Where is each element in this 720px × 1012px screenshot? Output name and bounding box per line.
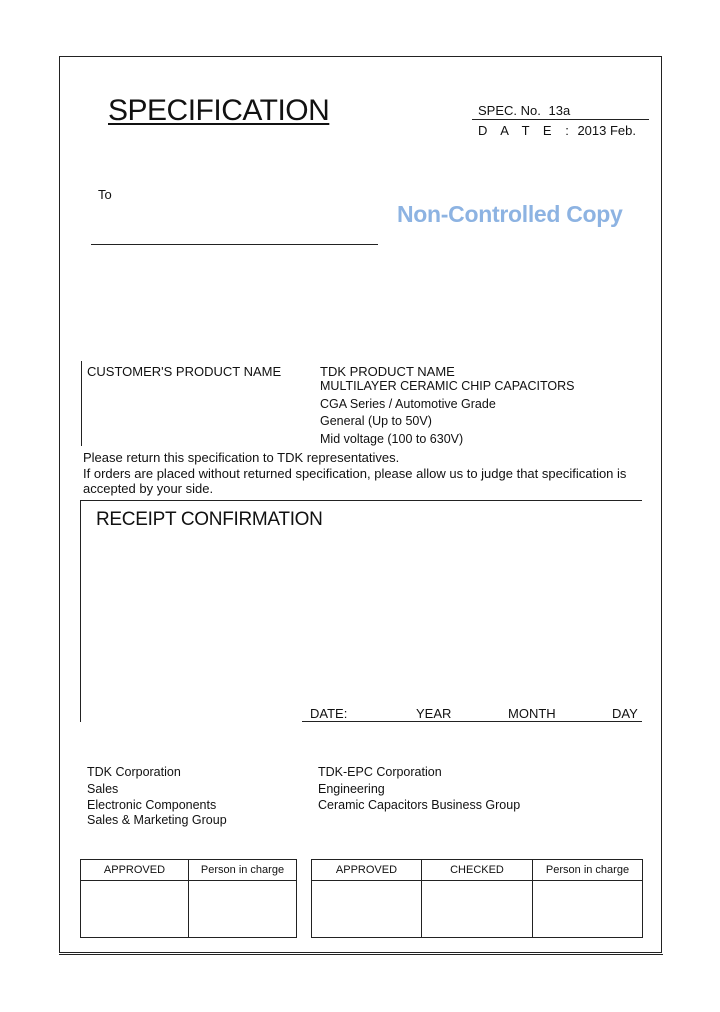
receipt-date-row bbox=[302, 706, 642, 722]
date-label: D A T E : bbox=[478, 123, 574, 138]
receipt-year-label: YEAR bbox=[416, 706, 452, 721]
receipt-date-label: DATE: bbox=[310, 706, 348, 721]
product-line: CGA Series / Automotive Grade bbox=[320, 396, 496, 411]
corp-line: Engineering bbox=[318, 781, 385, 796]
spec-value: 13a bbox=[548, 103, 571, 118]
tdk-approval-table bbox=[311, 859, 643, 938]
product-line: MULTILAYER CERAMIC CHIP CAPACITORS bbox=[320, 379, 575, 393]
spec-divider bbox=[472, 119, 649, 120]
approval-header: Person in charge bbox=[189, 860, 297, 881]
date-value: 2013 Feb. bbox=[577, 123, 636, 138]
corp-line: TDK-EPC Corporation bbox=[318, 765, 442, 779]
bottom-rule bbox=[59, 954, 663, 955]
customer-product-name-label: CUSTOMER'S PRODUCT NAME bbox=[87, 364, 282, 379]
non-controlled-copy-stamp: Non-Controlled Copy bbox=[397, 201, 623, 227]
approval-header: CHECKED bbox=[422, 860, 533, 881]
page-title: SPECIFICATION bbox=[108, 94, 330, 127]
corp-line: Sales & Marketing Group bbox=[87, 813, 227, 827]
to-label: To bbox=[98, 187, 112, 202]
product-section-rule bbox=[81, 361, 82, 446]
tdk-product-name-label: TDK PRODUCT NAME bbox=[320, 364, 455, 379]
notice-line: accepted by your side. bbox=[83, 481, 214, 496]
signature-cell bbox=[422, 881, 533, 938]
approval-header: APPROVED bbox=[81, 860, 189, 881]
spec-date bbox=[478, 123, 636, 138]
signature-cell bbox=[81, 881, 189, 938]
spec-number bbox=[478, 103, 570, 118]
receipt-left-rule bbox=[80, 500, 81, 722]
approval-header: APPROVED bbox=[312, 860, 422, 881]
approval-header: Person in charge bbox=[533, 860, 643, 881]
customer-approval-table bbox=[80, 859, 297, 938]
spec-label: SPEC. No. bbox=[478, 103, 541, 118]
signature-cell bbox=[533, 881, 643, 938]
product-line: General (Up to 50V) bbox=[320, 414, 432, 428]
product-line: Mid voltage (100 to 630V) bbox=[320, 431, 464, 446]
corp-line: Sales bbox=[87, 781, 119, 796]
corp-line: TDK Corporation bbox=[87, 765, 181, 779]
corp-line: Ceramic Capacitors Business Group bbox=[318, 798, 521, 812]
return-notice bbox=[83, 450, 626, 497]
receipt-day-label: DAY bbox=[612, 706, 638, 721]
to-underline bbox=[91, 244, 378, 245]
receipt-month-label: MONTH bbox=[508, 706, 556, 721]
receipt-top-rule bbox=[80, 500, 642, 501]
receipt-confirmation-title: RECEIPT CONFIRMATION bbox=[96, 509, 323, 530]
tdk-epc-corporation-block bbox=[318, 764, 520, 814]
tdk-product-description bbox=[320, 378, 574, 448]
notice-line: Please return this specification to TDK representatives. bbox=[83, 450, 400, 465]
signature-cell bbox=[312, 881, 422, 938]
notice-line: If orders are placed without returned specification, please allow us to judge that specification is bbox=[83, 465, 627, 481]
corp-line: Electronic Components bbox=[87, 798, 217, 812]
tdk-corporation-block bbox=[87, 764, 227, 829]
signature-cell bbox=[189, 881, 297, 938]
